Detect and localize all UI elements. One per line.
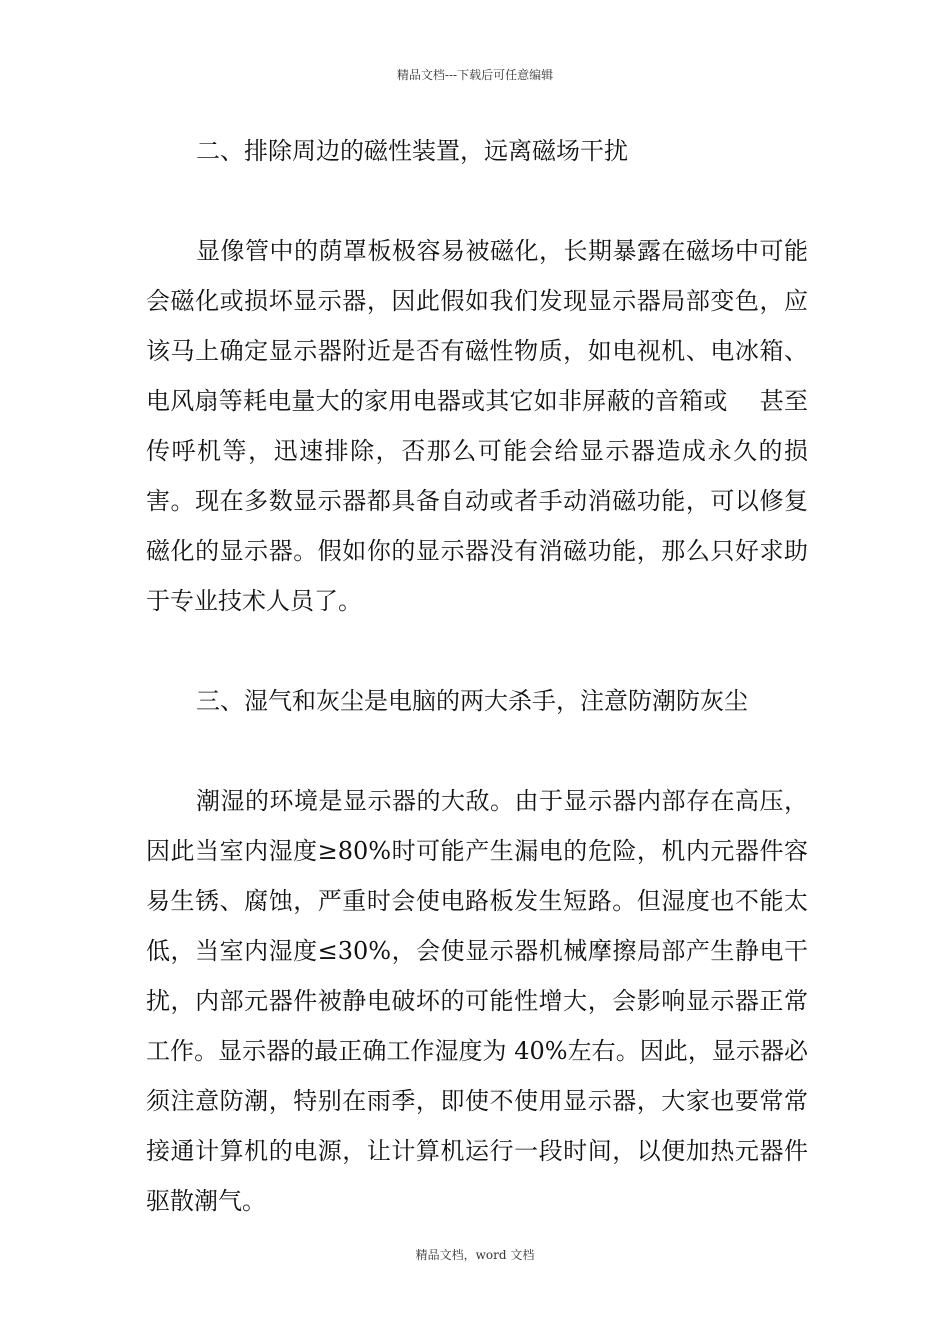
page-footer: 精品文档，word 文档 [415,1248,535,1262]
page-header: 精品文档---下载后可任意编辑 [396,68,554,82]
section-heading-magnetic: 二、排除周边的磁性装置，远离磁场干扰 [196,137,628,165]
document-body [146,126,808,1226]
paragraph-humidity: 潮湿的环境是显示器的大敌。由于显示器内部存在高压，因此当室内湿度≥80%时可能产生漏电的危险，机内元器件容易生锈、腐蚀，严重时会使电路板发生短路。但湿度也不能太低，当室内湿度≤30%，会使显示器机械摩擦局部产生静电干扰，内部元器件被静电破坏的可能性增大，会影响显示器正常工作。显示器的最正确工作湿度为 40%左右。因此，显示器必须注意防潮，特别在雨季，即使不使用显示器，大家也要常常接通计算机的电源，让计算机运行一段时间，以便加热元器件驱散潮气。 [146,787,808,1215]
paragraph-magnetic: 显像管中的荫罩板极容易被磁化，长期暴露在磁场中可能会磁化或损坏显示器，因此假如我们发现显示器局部变色，应该马上确定显示器附近是否有磁性物质，如电视机、电冰箱、电风扇等耗电量大的家用电器或其它如非屏蔽的音箱或 甚至传呼机等，迅速排除，否那么可能会给显示器造成永久的损害。现在多数显示器都具备自动或者手动消磁功能，可以修复磁化的显示器。假如你的显示器没有消磁功能，那么只好求助于专业技术人员了。 [146,237,808,615]
section-heading-humidity: 三、湿气和灰尘是电脑的两大杀手，注意防潮防灰尘 [196,687,748,715]
spacer [146,726,808,776]
spacer [146,176,808,226]
spacer [146,626,808,676]
